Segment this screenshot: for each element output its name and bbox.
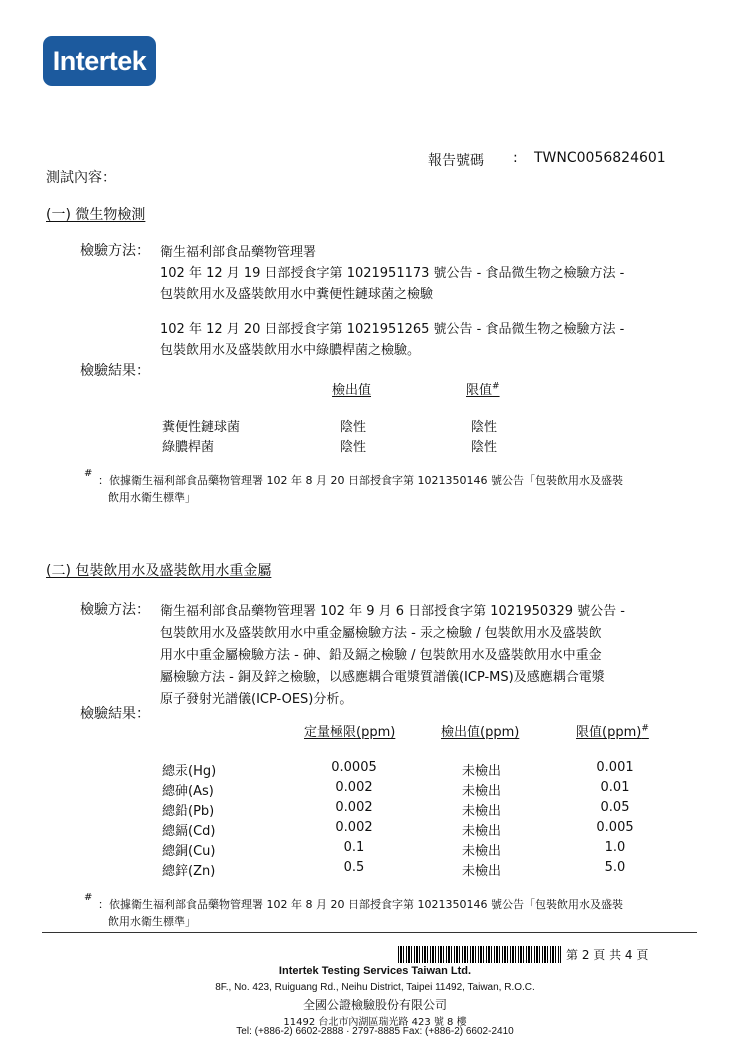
footer-company-zh: 全國公證檢驗股份有限公司 (302, 998, 447, 1012)
section2-method-label: 檢驗方法： (80, 602, 150, 618)
intertek-logo: Intertek (43, 36, 156, 86)
table-row-item: 綠膿桿菌 (162, 440, 215, 455)
table-row-limit: 0.001 (596, 760, 634, 775)
section2-method-line: 衛生福利部食品藥物管理署 102 年 9 月 6 日部授食字第 1021950329 號公告 - (160, 604, 625, 619)
section2-result-label: 檢驗結果： (80, 706, 150, 722)
footer-address-en: 8F., No. 423, Ruiguang Rd., Neihu District, Taipei 11492, Taiwan, R.O.C. (215, 982, 535, 993)
table-row-loq: 0.002 (335, 820, 373, 835)
report-number-label: 報告號碼 (428, 153, 484, 169)
section1-footnote-mark: # (84, 468, 93, 479)
table-row-loq: 0.002 (335, 800, 373, 815)
table-row-detected: 陰性 (340, 420, 367, 435)
table-row-detected: 未檢出 (462, 764, 502, 779)
footer-address-zh: 11492 台北市內湖區瑞光路 423 號 8 樓 (283, 1017, 467, 1028)
section1-method-line: 102 年 12 月 20 日部授食字第 1021951265 號公告 - 食品微生物之檢驗方法 - (160, 322, 625, 337)
section2-method-line: 屬檢驗方法 - 銅及鋅之檢驗，以感應耦合電漿質譜儀(ICP-MS)及感應耦合電漿 (160, 670, 605, 685)
table-row-item: 總砷(As) (162, 784, 214, 799)
table-row-detected: 未檢出 (462, 864, 502, 879)
footer-contact: Tel: (+886-2) 6602-2888 · 2797-8885 Fax: (+886-2) 6602-2410 (236, 1026, 514, 1037)
table-row-item: 糞便性鏈球菌 (162, 420, 241, 435)
section1-footnote: 飲用水衛生標準」 (108, 491, 196, 504)
section2-col-detected: 檢出值(ppm) (441, 725, 520, 740)
table-row-loq: 0.0005 (331, 760, 377, 775)
page-number: 第 2 頁 共 4 頁 (566, 948, 649, 962)
table-row-detected: 陰性 (340, 440, 367, 455)
section2-footnote: 飲用水衛生標準」 (108, 915, 196, 928)
section2-method-line: 用水中重金屬檢驗方法 - 砷、鉛及鎘之檢驗 / 包裝飲用水及盛裝飲用水中重金 (160, 648, 602, 663)
table-row-detected: 未檢出 (462, 844, 502, 859)
section1-col-limit: 限值# (466, 381, 500, 398)
footer-company-en: Intertek Testing Services Taiwan Ltd. (278, 965, 472, 977)
table-row-item: 總鎘(Cd) (162, 824, 216, 839)
table-row-limit: 0.05 (600, 800, 630, 815)
section1-method-line: 衛生福利部食品藥物管理署 (160, 245, 317, 260)
table-row-item: 總鋅(Zn) (162, 864, 216, 879)
table-row-loq: 0.1 (343, 840, 365, 855)
section2-footnote-mark: # (84, 892, 93, 903)
section2-col-loq: 定量極限(ppm) (304, 725, 396, 740)
test-content-label: 測試內容： (46, 170, 116, 186)
table-row-item: 總汞(Hg) (162, 764, 217, 779)
table-row-loq: 0.5 (343, 860, 365, 875)
section1-method-label: 檢驗方法： (80, 243, 150, 259)
section1-method-line: 包裝飲用水及盛裝飲用水中綠膿桿菌之檢驗。 (160, 343, 421, 358)
table-row-limit: 陰性 (471, 420, 498, 435)
table-row-limit: 1.0 (604, 840, 626, 855)
table-row-detected: 未檢出 (462, 804, 502, 819)
section2-col-limit: 限值(ppm)# (576, 723, 649, 740)
section2-method-line: 包裝飲用水及盛裝飲用水中重金屬檢驗方法 - 汞之檢驗 / 包裝飲用水及盛裝飲 (160, 626, 602, 641)
section1-title: (一) 微生物檢測 (46, 207, 146, 223)
table-row-item: 總銅(Cu) (162, 844, 216, 859)
table-row-limit: 5.0 (604, 860, 626, 875)
report-number-separator: : (513, 150, 518, 166)
table-row-detected: 未檢出 (462, 824, 502, 839)
table-row-limit: 0.01 (600, 780, 630, 795)
table-row-limit: 陰性 (471, 440, 498, 455)
table-row-item: 總鉛(Pb) (162, 804, 215, 819)
section1-col-detected: 檢出值 (332, 383, 372, 398)
table-row-limit: 0.005 (596, 820, 634, 835)
report-number: TWNC0056824601 (534, 150, 666, 166)
section2-title: (二) 包裝飲用水及盛裝飲用水重金屬 (46, 563, 272, 579)
footer-divider (42, 932, 697, 933)
table-row-detected: 未檢出 (462, 784, 502, 799)
section1-method-line: 包裝飲用水及盛裝飲用水中糞便性鏈球菌之檢驗 (160, 287, 434, 302)
barcode (398, 946, 561, 963)
section2-footnote: ：依據衛生福利部食品藥物管理署 102 年 8 月 20 日部授食字第 1021350146 號公告「包裝飲用水及盛裝 (98, 898, 623, 911)
section1-method-line: 102 年 12 月 19 日部授食字第 1021951173 號公告 - 食品微生物之檢驗方法 - (160, 266, 625, 281)
section1-result-label: 檢驗結果： (80, 363, 150, 379)
section1-footnote: ：依據衛生福利部食品藥物管理署 102 年 8 月 20 日部授食字第 1021350146 號公告「包裝飲用水及盛裝 (98, 474, 623, 487)
table-row-loq: 0.002 (335, 780, 373, 795)
section2-method-line: 原子發射光譜儀(ICP-OES)分析。 (160, 692, 353, 707)
